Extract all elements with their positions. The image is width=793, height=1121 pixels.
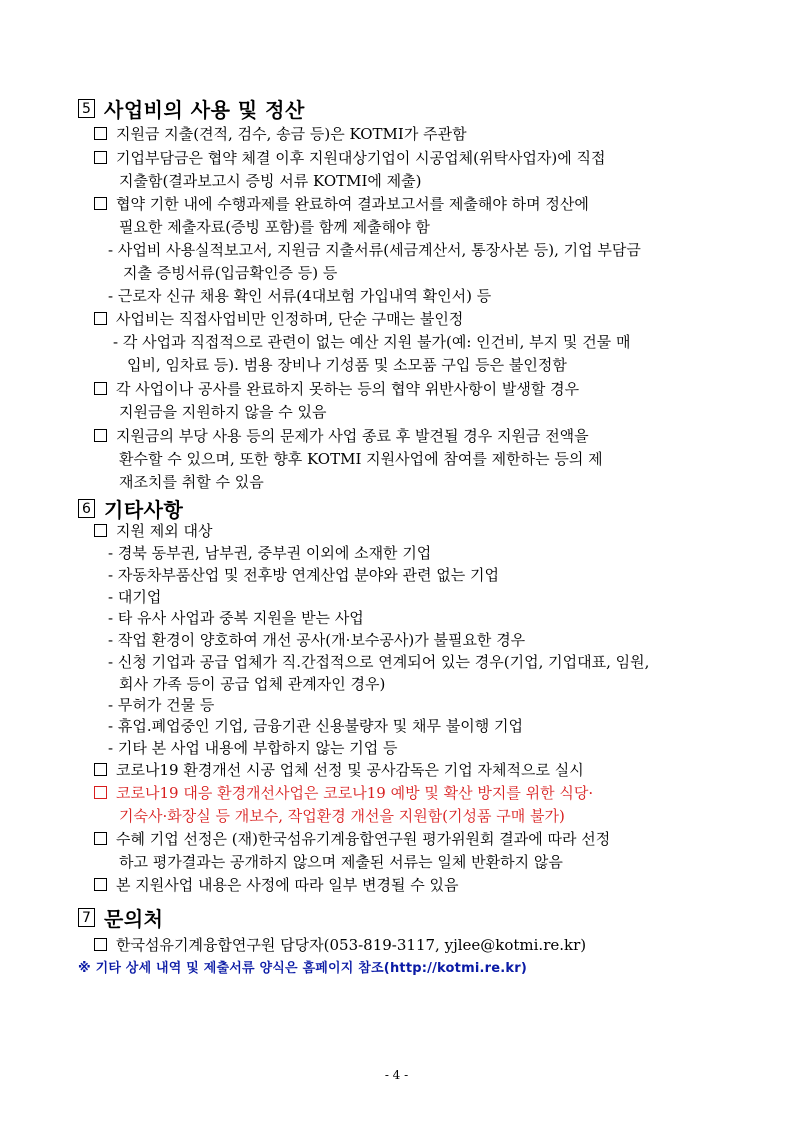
checkbox-icon	[94, 763, 107, 776]
sub-item: - 작업 환경이 양호하여 개선 공사(개·보수공사)가 불필요한 경우	[108, 631, 526, 649]
checkbox-icon	[94, 429, 107, 442]
sub-item: - 타 유사 사업과 중복 지원을 받는 사업	[108, 609, 364, 627]
sub-item: - 각 사업과 직접적으로 관련이 없는 예산 지원 불가(예: 인건비, 부지 및 건물 매	[113, 333, 631, 351]
section-title: 기타사항	[104, 497, 184, 522]
continuation-line: 환수할 수 있으며, 또한 향후 KOTMI 지원사업에 참여를 제한하는 등의 제	[119, 450, 603, 468]
section-7-heading	[78, 903, 163, 931]
sub-item: - 기타 본 사업 내용에 부합하지 않는 기업 등	[108, 739, 398, 757]
bullet-item: 지원금 지출(견적, 검수, 송금 등)은 KOTMI가 주관함	[94, 123, 467, 145]
page-number: - 4 -	[384, 1068, 409, 1082]
continuation-line: 회사 가족 등이 공급 업체 관계자인 경우)	[119, 675, 386, 693]
reference-note: ※ 기타 상세 내역 및 제출서류 양식은 홈페이지 참조(http://kotmi.re.kr)	[78, 961, 527, 976]
continuation-line: 재조치를 취할 수 있음	[119, 473, 264, 491]
section-number-box: 6	[78, 499, 95, 518]
continuation-line: 하고 평가결과는 공개하지 않으며 제출된 서류는 일체 반환하지 않음	[119, 853, 563, 871]
bullet-item: 지원 제외 대상	[94, 520, 212, 542]
section-5-heading	[78, 94, 305, 122]
bullet-item: 지원금의 부당 사용 등의 문제가 사업 종료 후 발견될 경우 지원금 전액을	[94, 425, 589, 447]
bullet-item: 본 지원사업 내용은 사정에 따라 일부 변경될 수 있음	[94, 874, 458, 896]
bullet-item: 수혜 기업 선정은 (재)한국섬유기계융합연구원 평가위원회 결과에 따라 선정	[94, 828, 610, 850]
sub-item: - 신청 기업과 공급 업체가 직.간접적으로 연계되어 있는 경우(기업, 기업대표, 임원,	[108, 653, 650, 671]
sub-item: - 사업비 사용실적보고서, 지원금 지출서류(세금계산서, 통장사본 등), 기업 부담금	[108, 241, 641, 259]
sub-item: - 자동차부품산업 및 전후방 연계산업 분야와 관련 없는 기업	[108, 566, 499, 584]
checkbox-icon	[94, 197, 107, 210]
highlighted-bullet-item: 코로나19 대응 환경개선사업은 코로나19 예방 및 확산 방지를 위한 식당·	[94, 782, 593, 804]
checkbox-icon	[94, 312, 107, 325]
checkbox-icon	[94, 151, 107, 164]
bullet-item: 각 사업이나 공사를 완료하지 못하는 등의 협약 위반사항이 발생할 경우	[94, 378, 579, 400]
continuation-line: 지출함(결과보고시 증빙 서류 KOTMI에 제출)	[119, 172, 422, 190]
checkbox-icon	[94, 786, 107, 799]
sub-item: - 휴업.폐업중인 기업, 금융기관 신용불량자 및 채무 불이행 기업	[108, 717, 524, 735]
section-number-box: 5	[78, 99, 95, 118]
checkbox-icon	[94, 382, 107, 395]
sub-item: - 근로자 신규 채용 확인 서류(4대보험 가입내역 확인서) 등	[108, 287, 492, 305]
checkbox-icon	[94, 938, 107, 951]
continuation-line: 지출 증빙서류(입금확인증 등) 등	[123, 264, 338, 282]
continuation-line: 지원금을 지원하지 않을 수 있음	[119, 403, 327, 421]
bullet-item: 코로나19 환경개선 시공 업체 선정 및 공사감독은 기업 자체적으로 실시	[94, 759, 584, 781]
sub-item: - 무허가 건물 등	[108, 696, 215, 714]
section-title: 문의처	[104, 906, 164, 931]
highlighted-continuation-line: 기숙사·화장실 등 개보수, 작업환경 개선을 지원함(기성품 구매 불가)	[119, 807, 565, 825]
continuation-line: 필요한 제출자료(증빙 포함)를 함께 제출해야 함	[119, 218, 430, 236]
section-6-heading	[78, 494, 183, 522]
sub-item: - 경북 동부권, 남부권, 중부권 이외에 소재한 기업	[108, 544, 432, 562]
section-title: 사업비의 사용 및 정산	[104, 97, 305, 122]
bullet-item: 한국섬유기계융합연구원 담당자(053-819-3117, yjlee@kotmi.re.kr)	[94, 934, 586, 956]
checkbox-icon	[94, 127, 107, 140]
checkbox-icon	[94, 832, 107, 845]
checkbox-icon	[94, 878, 107, 891]
checkbox-icon	[94, 524, 107, 537]
bullet-item: 기업부담금은 협약 체결 이후 지원대상기업이 시공업체(위탁사업자)에 직접	[94, 147, 606, 169]
sub-item: - 대기업	[108, 588, 162, 606]
continuation-line: 입비, 임차료 등). 범용 장비나 기성품 및 소모품 구입 등은 불인정함	[127, 356, 567, 374]
bullet-item: 사업비는 직접사업비만 인정하며, 단순 구매는 불인정	[94, 308, 463, 330]
bullet-item: 협약 기한 내에 수행과제를 완료하여 결과보고서를 제출해야 하며 정산에	[94, 193, 589, 215]
section-number-box: 7	[78, 908, 95, 927]
